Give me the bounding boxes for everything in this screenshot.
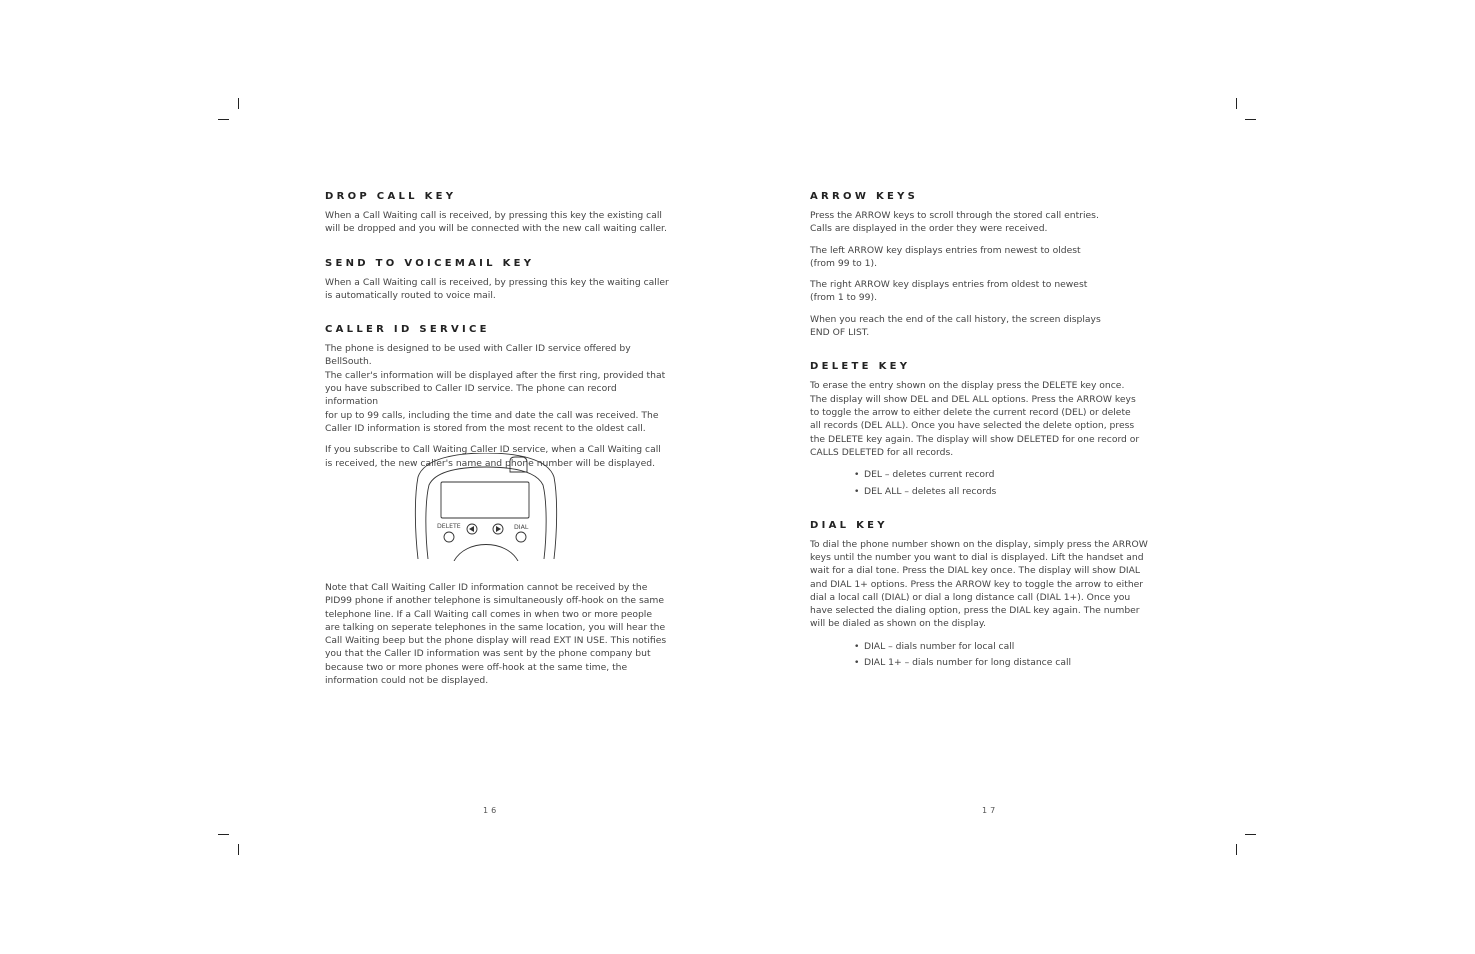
dial-button-icon xyxy=(516,532,526,542)
bullet-icon: • xyxy=(854,657,860,669)
page-number-right: 17 xyxy=(982,806,999,815)
note-paragraph: Note that Call Waiting Caller ID information cannot be received by the PID99 phone if another telephone is simultaneously off-hook on the same telephone line. If a Call Waiting call comes in when two or more people are talking on seperate telephones in the same location, you will hear the Call Waiting beep but the phone display will read EXT IN USE. This notifies you that the Caller ID information was sent by the phone company but because two or more phones were off-hook at the same time, the information could not be displayed. xyxy=(325,582,667,687)
section-heading: SEND TO VOICEMAIL KEY xyxy=(325,257,535,269)
section-arrow-keys xyxy=(810,191,1155,339)
section-paragraph: When a Call Waiting call is received, by pressing this key the waiting caller is automatically routed to voice mail. xyxy=(325,276,669,301)
section-drop-call-key xyxy=(325,191,670,236)
phone-keypad-diagram xyxy=(414,453,558,561)
section-paragraph: If you subscribe to Call Waiting Caller ID service, when a Call Waiting call is received, the new caller's name and phone number will be displayed. xyxy=(325,444,661,469)
section-delete-key xyxy=(810,361,1155,497)
bullet-icon: • xyxy=(854,640,860,652)
caller-id-note xyxy=(325,581,670,687)
list-item xyxy=(854,640,1155,653)
bullet-icon: • xyxy=(854,485,860,497)
crop-mark xyxy=(238,98,239,109)
bullet-icon: • xyxy=(854,469,860,481)
display-screen-icon xyxy=(441,482,529,518)
bullet-list xyxy=(810,468,1155,498)
bullet-text: DIAL – dials number for local call xyxy=(864,640,1015,652)
dial-label: DIAL xyxy=(514,524,529,531)
right-page-column xyxy=(810,191,1155,673)
handset-inner-outline xyxy=(426,467,546,559)
section-paragraph: Press the ARROW keys to scroll through the stored call entries. Calls are displayed in the order they were received. xyxy=(810,210,1099,235)
list-item xyxy=(854,656,1155,669)
section-caller-id-service xyxy=(325,324,670,470)
delete-label: DELETE xyxy=(437,523,461,530)
bullet-list xyxy=(810,640,1155,670)
list-item xyxy=(854,468,1155,481)
section-send-to-voicemail-key xyxy=(325,258,670,303)
crop-mark xyxy=(238,844,239,855)
crop-mark xyxy=(218,834,229,835)
left-arrow-icon xyxy=(469,526,474,532)
bullet-text: DEL ALL – deletes all records xyxy=(864,485,997,497)
delete-button-icon xyxy=(444,532,454,542)
crop-mark xyxy=(1236,844,1237,855)
page-number-left: 16 xyxy=(483,806,500,815)
crop-mark xyxy=(218,119,229,120)
section-paragraph: To dial the phone number shown on the display, simply press the ARROW keys until the number you want to dial is displayed. Lift the handset and wait for a dial tone. Press the DIAL key once. The display will show DIAL and DIAL 1+ options. Press the ARROW key to toggle the arrow to either dial a local call (DIAL) or dial a long distance call (DIAL 1+). Once you have selected the dialing option, press the DIAL key again. The number will be dialed as shown on the display. xyxy=(810,538,1148,630)
section-paragraph: When a Call Waiting call is received, by pressing this key the existing call will be dropped and you will be connected with the new call waiting caller. xyxy=(325,210,667,235)
section-paragraph: The phone is designed to be used with Caller ID service offered by BellSouth. The caller's information will be displayed after the first ring, provided that you have subscribed to Caller ID service. The phone can record information for up to 99 calls, including the time and date the call was received. The Caller ID information is stored from the most recent to the oldest call. xyxy=(325,343,666,434)
bullet-text: DEL – deletes current record xyxy=(864,469,995,481)
section-dial-key xyxy=(810,520,1155,670)
section-heading: CALLER ID SERVICE xyxy=(325,324,490,336)
bullet-text: DIAL 1+ – dials number for long distance call xyxy=(864,657,1072,669)
section-paragraph: To erase the entry shown on the display press the DELETE key once. The display will show DEL and DEL ALL options. Press the ARROW keys to toggle the arrow to either delete the current record (DEL) or delete all records (DEL ALL). Once you have selected the delete option, press the DELETE key again. The display will show DELETED for one record or CALLS DELETED for all records. xyxy=(810,380,1140,458)
section-heading: DELETE KEY xyxy=(810,361,911,373)
section-heading: DROP CALL KEY xyxy=(325,191,457,202)
keypad-arc xyxy=(454,545,518,562)
crop-mark xyxy=(1245,119,1256,120)
left-page-column xyxy=(325,191,670,470)
list-item xyxy=(854,485,1155,498)
section-heading: DIAL KEY xyxy=(810,519,888,531)
crop-mark xyxy=(1236,98,1237,109)
section-heading: ARROW KEYS xyxy=(810,191,919,202)
section-paragraph: The right ARROW key displays entries from oldest to newest (from 1 to 99). xyxy=(810,279,1088,304)
section-paragraph: The left ARROW key displays entries from newest to oldest (from 99 to 1). xyxy=(810,244,1081,269)
section-paragraph: When you reach the end of the call history, the screen displays END OF LIST. xyxy=(810,313,1101,339)
right-arrow-icon xyxy=(496,526,501,532)
crop-mark xyxy=(1245,834,1256,835)
handset-outline xyxy=(415,453,556,559)
